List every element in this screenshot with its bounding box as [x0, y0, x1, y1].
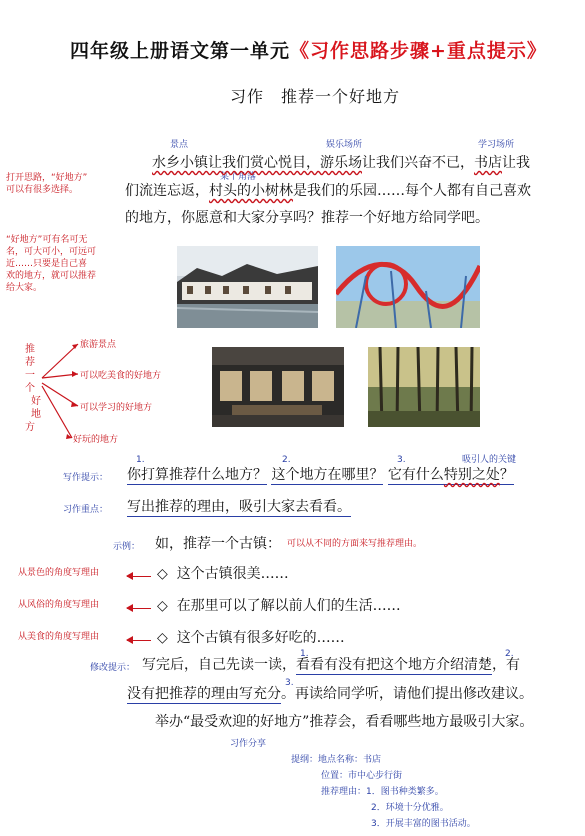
note-open-mind — [6, 172, 87, 196]
arrow-left-icon — [127, 608, 151, 610]
revise-key-2: 没有把推荐的理由写充分 — [127, 686, 281, 702]
tuijian-char: 地 — [31, 409, 41, 420]
revise-text: ，有 — [492, 657, 520, 673]
label-jiaoluo: 某个角落 — [220, 172, 257, 182]
tuijian-char: 个 — [25, 383, 35, 394]
reason-text: 这个古镇有很多好吃的…… — [176, 630, 345, 646]
share-line-3: 推荐理由：1．图书种类繁多。 — [321, 787, 444, 797]
tuijian-char: 好 — [31, 396, 41, 407]
note-line: 给大家。 — [6, 283, 43, 293]
example-text: 如，推荐一个古镇： — [155, 536, 281, 552]
label-revise: 修改提示： — [90, 663, 136, 673]
para-text: 村头的小树林 — [209, 183, 293, 199]
q3-end: ？ — [499, 467, 514, 483]
reason-text: 在那里可以了解以前人们的生活…… — [176, 598, 401, 614]
arrow-3 — [123, 630, 155, 649]
share-line-2: 位置：市中心步行街 — [321, 771, 403, 781]
question-3 — [388, 467, 514, 485]
question-2: 这个地方在哪里？ — [271, 467, 384, 483]
branch-tourism: 旅游景点 — [80, 340, 117, 350]
para-text: 书店 — [474, 155, 502, 171]
para-text: 让我们兴奋不已， — [362, 155, 474, 171]
arrow-left-icon — [127, 576, 151, 578]
share-line-4: 2．环境十分优雅。 — [371, 803, 449, 813]
branch-fun: 好玩的地方 — [73, 435, 119, 445]
revise-line-3: 举办“最受欢迎的好地方”推荐会，看看哪些地方最吸引大家。 — [155, 714, 534, 730]
tuijian-char: 荐 — [25, 357, 35, 368]
label-yule: 娱乐场所 — [326, 140, 363, 150]
title-main: 四年级上册语文第一单元 — [70, 40, 291, 62]
reason-note-custom: 从风俗的角度写理由 — [18, 600, 100, 610]
share-line-1: 提纲：地点名称：书店 — [291, 755, 382, 765]
para-line-2 — [125, 180, 531, 200]
share-title: 习作分享 — [230, 739, 267, 749]
label-jingdian: 景点 — [170, 140, 189, 150]
diamond-icon: ◇ — [157, 598, 168, 614]
para-text: 们流连忘返， — [125, 183, 209, 199]
title-highlight: 《习作思路步骤+重点提示》 — [290, 40, 547, 62]
revise-key-1: 看看有没有把这个地方介绍清楚 — [296, 657, 492, 673]
label-example: 示例： — [113, 542, 141, 552]
note-line: 打开思路，“好地方” — [6, 173, 88, 183]
para-text: 游乐场 — [320, 155, 362, 171]
note-line: 名，可大可小，可远可 — [6, 247, 97, 257]
reason-2 — [157, 595, 401, 615]
rev-num-3: 3. — [285, 678, 294, 688]
photo-bookstore — [212, 347, 344, 427]
revise-text: 写完后，自己先读一读， — [142, 657, 296, 673]
photo-roller-coaster — [336, 246, 480, 328]
reason-note-food: 从美食的角度写理由 — [18, 632, 100, 642]
q3-key: 特别之处 — [443, 467, 500, 483]
q3-text: 它有什么 — [387, 467, 444, 483]
num-1: 1. — [136, 455, 145, 465]
photo-grove — [368, 347, 480, 427]
label-writing-tips: 写作提示： — [63, 473, 109, 483]
revise-text: 。再读给同学听，请他们提出修改建议。 — [281, 686, 533, 702]
writing-tips-questions — [127, 464, 514, 484]
focus-content: 写出推荐的理由，吸引大家去看看。 — [127, 499, 351, 515]
diamond-icon: ◇ — [157, 630, 168, 646]
example-note: 可以从不同的方面来写推荐理由。 — [287, 539, 423, 549]
page-title — [70, 36, 547, 63]
tuijian-char: 一 — [25, 370, 35, 381]
focus-text — [127, 496, 351, 516]
reason-1 — [157, 563, 289, 583]
note-line: 欢的地方，就可以推荐 — [6, 271, 97, 281]
branch-study: 可以学习的好地方 — [80, 403, 153, 413]
label-xiyin: 吸引人的关键 — [462, 455, 517, 465]
branch-food: 可以吃美食的好地方 — [80, 371, 162, 381]
arrow-2 — [123, 598, 155, 617]
para-text: 水乡小镇让我们赏心悦目， — [152, 155, 320, 171]
revise-line-1 — [142, 654, 520, 674]
tuijian-vertical — [25, 343, 39, 434]
note-line: “好地方”可有名可无 — [6, 235, 88, 245]
arrow-left-icon — [127, 640, 151, 642]
photo-water-town — [177, 246, 318, 328]
note-good-place — [6, 234, 96, 294]
para-line-3: 的地方，你愿意和大家分享吗？推荐一个好地方给同学吧。 — [125, 210, 489, 226]
share-line-5: 3．开展丰富的图书活动。 — [371, 819, 476, 829]
label-focus: 习作重点： — [63, 505, 109, 515]
diamond-icon: ◇ — [157, 566, 168, 582]
mindmap-arrows — [40, 338, 85, 448]
reason-3 — [157, 627, 345, 647]
reason-text: 这个古镇很美…… — [176, 566, 289, 582]
question-1: 你打算推荐什么地方？ — [127, 467, 267, 483]
note-line: 可以有很多选择。 — [6, 185, 79, 195]
para-text: 是我们的乐园……每个人都有自己喜欢 — [293, 183, 531, 199]
revise-line-2 — [127, 683, 533, 703]
num-2: 2. — [282, 455, 291, 465]
rev-num-1: 1. — [300, 649, 309, 659]
page-subtitle: 习作 推荐一个好地方 — [230, 87, 401, 106]
para-line-1 — [152, 152, 530, 172]
rev-num-2: 2. — [505, 649, 514, 659]
num-3: 3. — [397, 455, 406, 465]
label-xuexi: 学习场所 — [478, 140, 515, 150]
para-text: 让我 — [502, 155, 530, 171]
tuijian-char: 方 — [25, 422, 35, 433]
reason-note-scenery: 从景色的角度写理由 — [18, 568, 100, 578]
note-line: 近……只要是自己喜 — [6, 259, 88, 269]
arrow-1 — [123, 566, 155, 585]
tuijian-char: 推 — [25, 344, 35, 355]
